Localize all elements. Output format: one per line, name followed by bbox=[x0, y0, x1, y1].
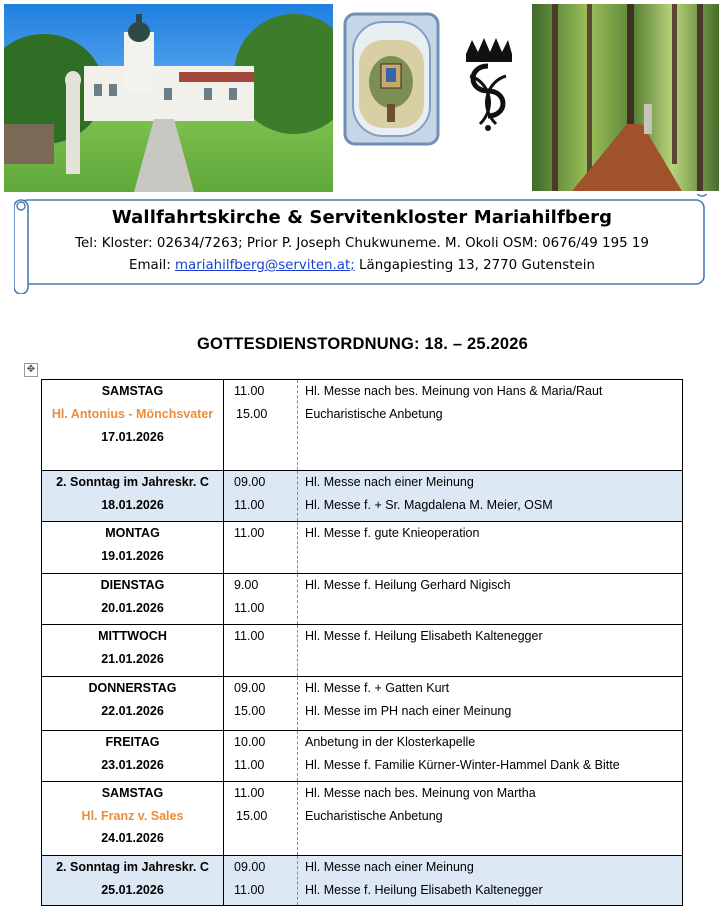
entry-cell bbox=[298, 522, 683, 574]
table-row bbox=[42, 731, 683, 782]
entry-cell bbox=[298, 380, 683, 471]
time-cell bbox=[224, 677, 298, 731]
email-separator: ; bbox=[350, 258, 355, 273]
entry-text: Hl. Messe f. Heilung Elisabeth Kaltenegger bbox=[305, 883, 543, 897]
time-text: 11.00 bbox=[234, 883, 265, 897]
forest-photo bbox=[532, 4, 719, 191]
table-row bbox=[42, 522, 683, 574]
time-text: 15.00 bbox=[236, 809, 268, 823]
day-name: SAMSTAG bbox=[101, 786, 164, 800]
table-row bbox=[42, 625, 683, 677]
day-name: FREITAG bbox=[105, 735, 160, 749]
time-cell bbox=[224, 380, 298, 471]
day-cell bbox=[42, 677, 224, 731]
date-text: 22.01.2026 bbox=[101, 704, 164, 718]
date-text: 21.01.2026 bbox=[101, 652, 164, 666]
day-name: 2. Sonntag im Jahreskr. C bbox=[56, 475, 209, 489]
monogram-logo bbox=[458, 36, 518, 136]
entry-cell bbox=[298, 471, 683, 522]
day-name: DONNERSTAG bbox=[88, 681, 177, 695]
table-row bbox=[42, 471, 683, 522]
time-cell bbox=[224, 574, 298, 625]
time-cell bbox=[224, 856, 298, 906]
schedule-title: GOTTESDIENSTORDNUNG: 18. – 25.2026 bbox=[196, 335, 529, 353]
entry-text: Eucharistische Anbetung bbox=[305, 407, 443, 421]
schedule-table bbox=[41, 379, 683, 906]
time-text: 11.00 bbox=[234, 786, 265, 800]
date-text: 24.01.2026 bbox=[101, 831, 164, 845]
entry-text: Hl. Messe f. gute Knieoperation bbox=[305, 526, 480, 540]
day-name: MONTAG bbox=[105, 526, 160, 540]
entry-cell bbox=[298, 856, 683, 906]
time-text: 11.00 bbox=[234, 526, 265, 540]
time-text: 15.00 bbox=[236, 407, 268, 421]
time-cell bbox=[224, 471, 298, 522]
table-row bbox=[42, 574, 683, 625]
entry-text: Hl. Messe f. Heilung Elisabeth Kaltenegger bbox=[305, 629, 543, 643]
time-cell bbox=[224, 731, 298, 782]
table-row bbox=[42, 677, 683, 731]
date-text: 17.01.2026 bbox=[101, 430, 164, 444]
contact-line: Tel: Kloster: 02634/7263; Prior P. Joseph Chukwuneme. M. Okoli OSM: 0676/49 195 19 bbox=[75, 236, 649, 251]
date-text: 23.01.2026 bbox=[101, 758, 164, 772]
time-text: 11.00 bbox=[234, 601, 265, 615]
entry-cell bbox=[298, 782, 683, 856]
day-name: MITTWOCH bbox=[98, 629, 167, 643]
day-cell bbox=[42, 856, 224, 906]
day-cell bbox=[42, 574, 224, 625]
saint-name: Hl. Franz v. Sales bbox=[81, 809, 184, 823]
table-row bbox=[42, 856, 683, 906]
day-cell bbox=[42, 782, 224, 856]
date-text: 25.01.2026 bbox=[101, 883, 164, 897]
table-row bbox=[42, 380, 683, 471]
entry-text: Hl. Messe f. + Gatten Kurt bbox=[305, 681, 450, 695]
address-text: Längapiesting 13, 2770 Gutenstein bbox=[359, 258, 595, 273]
time-cell bbox=[224, 782, 298, 856]
saint-name: Hl. Antonius - Mönchsvater bbox=[51, 407, 214, 421]
shrine-image bbox=[343, 12, 440, 146]
time-cell bbox=[224, 522, 298, 574]
entry-text: Hl. Messe nach einer Meinung bbox=[305, 860, 474, 874]
email-link[interactable]: mariahilfberg@serviten.at bbox=[174, 258, 351, 273]
entry-text: Hl. Messe f. + Sr. Magdalena M. Meier, OSM bbox=[305, 498, 553, 512]
time-text: 11.00 bbox=[234, 629, 265, 643]
time-cell bbox=[224, 625, 298, 677]
time-text: 09.00 bbox=[234, 475, 266, 489]
entry-text: Hl. Messe nach einer Meinung bbox=[305, 475, 474, 489]
date-text: 18.01.2026 bbox=[101, 498, 164, 512]
day-cell bbox=[42, 380, 224, 471]
entry-cell bbox=[298, 625, 683, 677]
day-name: 2. Sonntag im Jahreskr. C bbox=[56, 860, 209, 874]
day-name: SAMSTAG bbox=[101, 384, 164, 398]
date-text: 19.01.2026 bbox=[101, 549, 164, 563]
entry-text: Eucharistische Anbetung bbox=[305, 809, 443, 823]
entry-text: Anbetung in der Klosterkapelle bbox=[305, 735, 476, 749]
email-address-line bbox=[14, 258, 710, 273]
time-text: 11.00 bbox=[234, 384, 265, 398]
table-move-handle-icon[interactable]: ✥ bbox=[24, 363, 38, 377]
date-text: 20.01.2026 bbox=[101, 601, 164, 615]
entry-text: Hl. Messe f. Heilung Gerhard Nigisch bbox=[305, 578, 511, 592]
entry-text: Hl. Messe nach bes. Meinung von Hans & Maria/Raut bbox=[305, 384, 603, 398]
entry-cell bbox=[298, 574, 683, 625]
time-text: 9.00 bbox=[234, 578, 259, 592]
entry-text: Hl. Messe im PH nach einer Meinung bbox=[305, 704, 512, 718]
entry-cell bbox=[298, 731, 683, 782]
entry-cell bbox=[298, 677, 683, 731]
table-row bbox=[42, 782, 683, 856]
time-text: 10.00 bbox=[234, 735, 266, 749]
time-text: 09.00 bbox=[234, 860, 266, 874]
day-cell bbox=[42, 471, 224, 522]
day-cell bbox=[42, 522, 224, 574]
time-text: 11.00 bbox=[234, 498, 265, 512]
email-label: Email: bbox=[129, 258, 171, 273]
day-name: DIENSTAG bbox=[100, 578, 165, 592]
entry-text: Hl. Messe nach bes. Meinung von Martha bbox=[305, 786, 536, 800]
church-photo bbox=[4, 4, 333, 192]
time-text: 11.00 bbox=[234, 758, 265, 772]
time-text: 15.00 bbox=[234, 704, 266, 718]
entry-text: Hl. Messe f. Familie Kürner-Winter-Hammel Dank & Bitte bbox=[305, 758, 620, 772]
day-cell bbox=[42, 625, 224, 677]
time-text: 09.00 bbox=[234, 681, 266, 695]
banner-title: Wallfahrtskirche & Servitenkloster Mariahilfberg bbox=[111, 207, 613, 228]
day-cell bbox=[42, 731, 224, 782]
